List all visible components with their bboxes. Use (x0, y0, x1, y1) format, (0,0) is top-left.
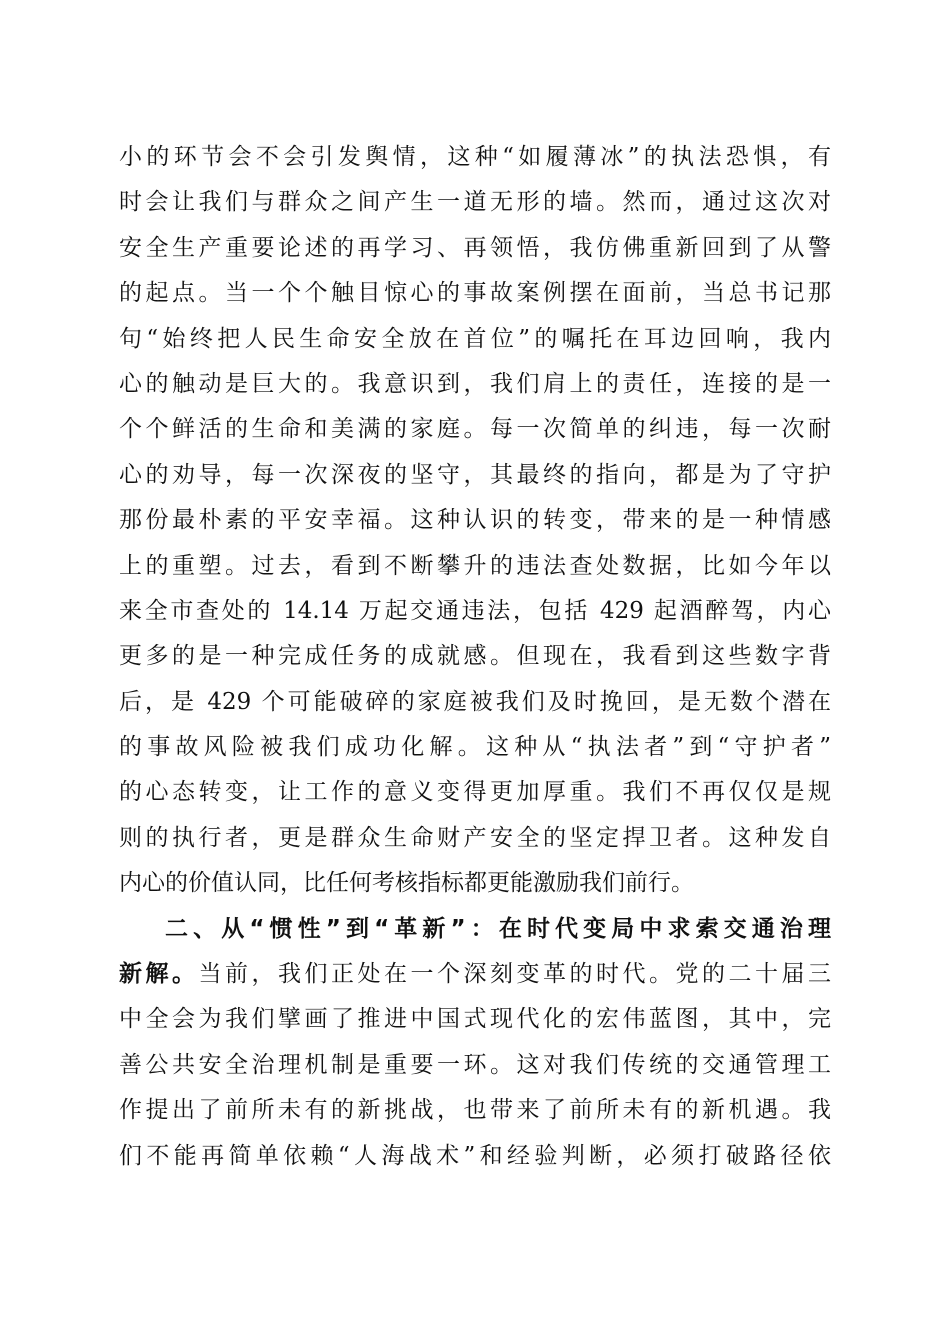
text-line: 则的执行者，更是群众生命财产安全的坚定捍卫者。这种发自 (119, 824, 831, 851)
text-line: 来全市查处的 14.14 万起交通违法，包括 429 起酒醉驾，内心 (119, 597, 831, 624)
text-line: 时会让我们与群众之间产生一道无形的墙。然而，通过这次对 (119, 189, 831, 216)
text-line: 小的环节会不会引发舆情，这种“如履薄冰”的执法恐惧，有 (119, 144, 831, 170)
text-line: 句“始终把人民生命安全放在首位”的嘱托在耳边回响，我内 (119, 325, 831, 352)
text-line: 心的劝导，每一次深夜的坚守，其最终的指向，都是为了守护 (119, 461, 831, 488)
text-line: 心的触动是巨大的。我意识到，我们肩上的责任，连接的是一 (119, 370, 831, 397)
section-heading-end: 新解。 (119, 961, 199, 988)
text-line: 个个鲜活的生命和美满的家庭。每一次简单的纠违，每一次耐 (119, 416, 831, 443)
text-line: 内心的价值认同，比任何考核指标都更能激励我们前行。 (119, 870, 694, 897)
text-line: 的起点。当一个个触目惊心的事故案例摆在面前，当总书记那 (119, 280, 831, 307)
text-line: 中全会为我们擘画了推进中国式现代化的宏伟蓝图，其中，完 (119, 1006, 831, 1033)
text-line: 的心态转变，让工作的意义变得更加厚重。我们不再仅仅是规 (119, 779, 831, 806)
text-line: 善公共安全治理机制是重要一环。这对我们传统的交通管理工 (119, 1051, 831, 1078)
text-line: 的事故风险被我们成功化解。这种从“执法者”到“守护者” (119, 734, 831, 761)
text-line: 更多的是一种完成任务的成就感。但现在，我看到这些数字背 (119, 643, 831, 670)
text-line: 上的重塑。过去，看到不断攀升的违法查处数据，比如今年以 (119, 552, 831, 579)
section-heading-continuation (119, 952, 831, 997)
body-text (119, 135, 831, 1179)
text-line: 安全生产重要论述的再学习、再领悟，我仿佛重新回到了从警 (119, 234, 831, 261)
text-line: 们不能再简单依赖“人海战术”和经验判断，必须打破路径依 (119, 1142, 831, 1169)
section-intro-text: 当前，我们正处在一个深刻变革的时代。党的二十届三 (198, 961, 831, 988)
text-line: 后，是 429 个可能破碎的家庭被我们及时挽回，是无数个潜在 (119, 688, 831, 715)
section-heading: 二、从“惯性”到“革新”：在时代变局中求索交通治理 (165, 915, 831, 942)
text-line: 作提出了前所未有的新挑战，也带来了前所未有的新机遇。我 (119, 1097, 831, 1124)
text-line: 那份最朴素的平安幸福。这种认识的转变，带来的是一种情感 (119, 507, 831, 534)
